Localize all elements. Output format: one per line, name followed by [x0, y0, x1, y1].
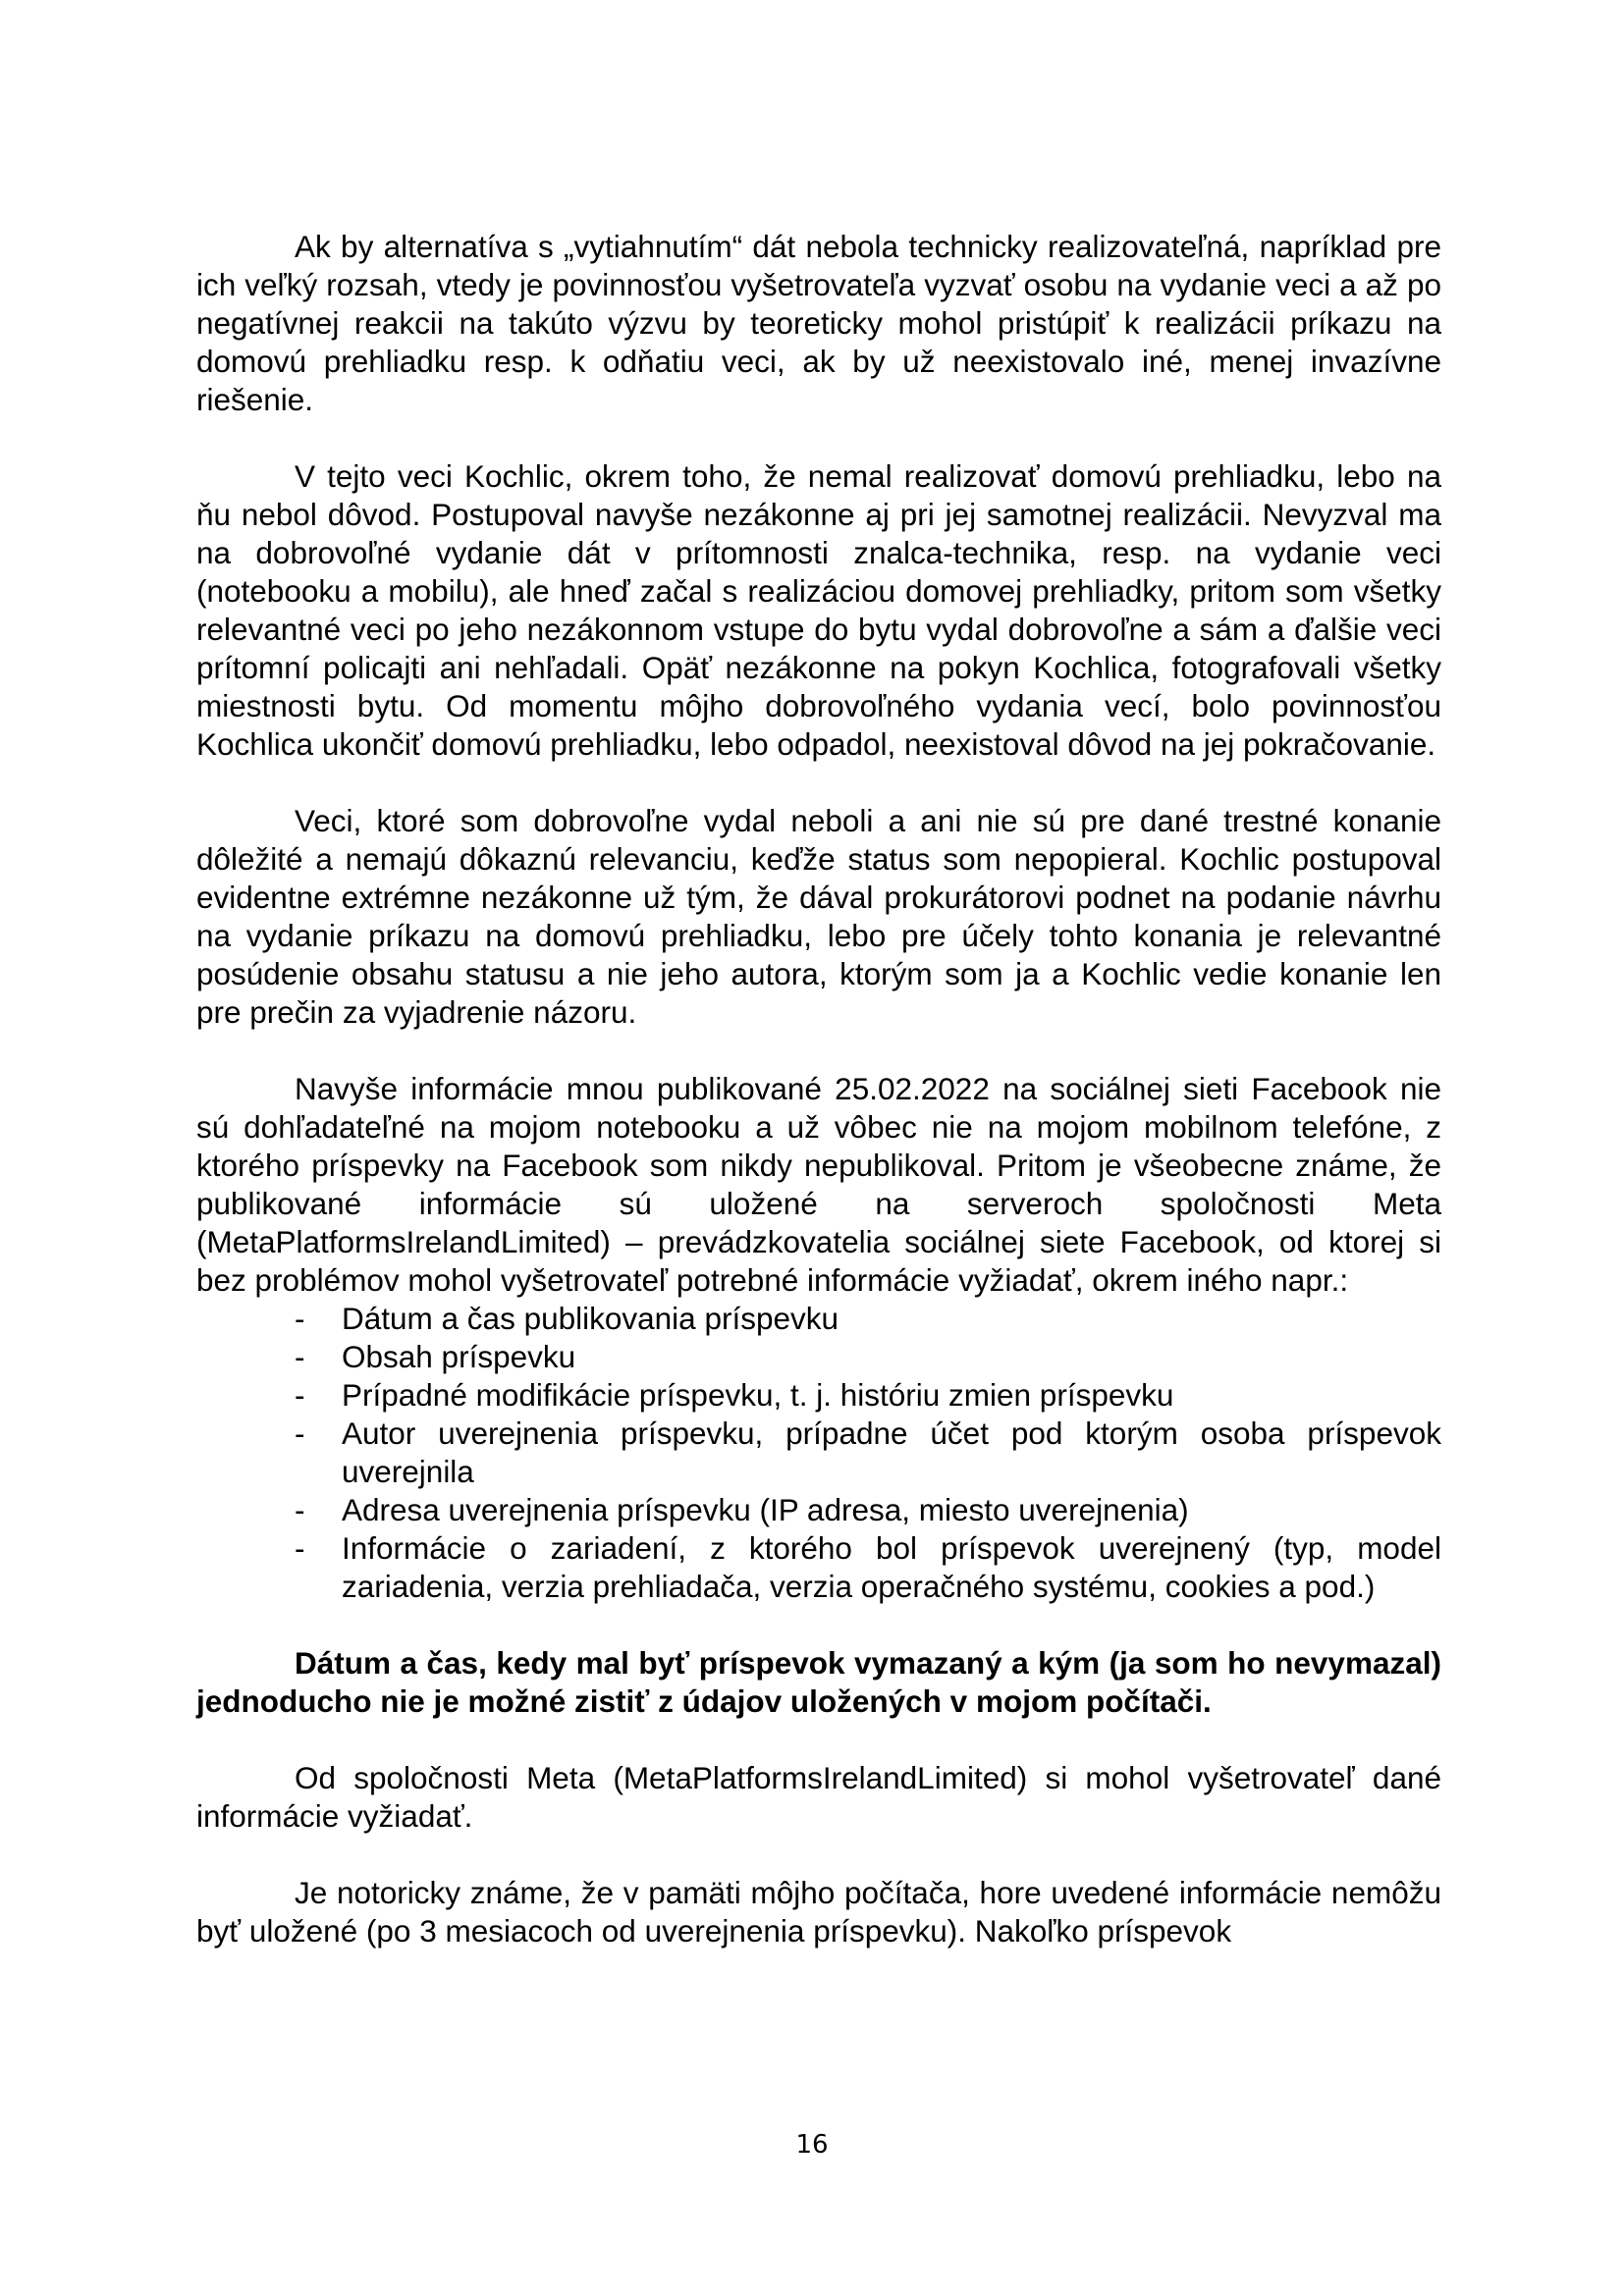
list-item: [295, 1529, 1441, 1606]
list-item-text: Obsah príspevku: [342, 1339, 576, 1374]
document-body: [196, 228, 1441, 1950]
list-item-text: Prípadné modifikácie príspevku, t. j. históriu zmien príspevku: [342, 1377, 1174, 1413]
list-item: [295, 1376, 1441, 1415]
list-item-text: Dátum a čas publikovania príspevku: [342, 1301, 839, 1336]
paragraph-computer-memory: Je notoricky známe, že v pamäti môjho počítača, hore uvedené informácie nemôžu byť uložené (po 3 mesiacoch od uverejnenia príspevku). Nakoľko príspevok: [196, 1875, 1441, 1949]
paragraph-voluntary-items: Veci, ktoré som dobrovoľne vydal neboli a ani nie sú pre dané trestné konanie dôležité a nemajú dôkaznú relevanciu, keďže status som nepopieral. Kochlic postupoval evidentne extrémne nezákonne už tým, že dával prokurátorovi podnet na podanie návrhu na vydanie príkazu na domovú prehliadku, lebo pre účely tohto konania je relevantné posúdenie obsahu statusu a nie jeho autora, ktorým som ja a Kochlic vedie konanie len pre prečin za vyjadrenie názoru.: [196, 803, 1441, 1030]
page-number: 16: [795, 2130, 829, 2160]
list-item: [295, 1338, 1441, 1376]
paragraph-facebook-information: Navyše informácie mnou publikované 25.02.2022 na sociálnej sieti Facebook nie sú dohľadateľné na mojom notebooku a už vôbec nie na mojom mobilnom telefóne, z ktorého príspevky na Facebook som nikdy nepublikoval. Pritom je všeobecne známe, že publikované informácie sú uložené na serveroch spoločnosti Meta (MetaPlatformsIrelandLimited) – prevádzkovatelia sociálnej siete Facebook, od ktorej si bez problémov mohol vyšetrovateľ potrebné informácie vyžiadať, okrem iného napr.:: [196, 1071, 1441, 1298]
paragraph-deletion-date-bold: Dátum a čas, kedy mal byť príspevok vymazaný a kým (ja som ho nevymazal) jednoducho nie je možné zistiť z údajov uložených v mojom počítači.: [196, 1645, 1441, 1719]
paragraph-meta-request: Od spoločnosti Meta (MetaPlatformsIrelandLimited) si mohol vyšetrovateľ dané informácie vyžiadať.: [196, 1760, 1441, 1834]
list-item: [295, 1415, 1441, 1491]
list-item-text: Adresa uverejnenia príspevku (IP adresa, miesto uverejnenia): [342, 1492, 1189, 1527]
list-dash: -: [295, 1530, 305, 1566]
list-dash: -: [295, 1339, 305, 1374]
list-item: [295, 1300, 1441, 1338]
list-item: [295, 1491, 1441, 1529]
list-dash: -: [295, 1415, 305, 1451]
paragraph-house-search: V tejto veci Kochlic, okrem toho, že nemal realizovať domovú prehliadku, lebo na ňu nebol dôvod. Postupoval navyše nezákonne aj pri jej samotnej realizácii. Nevyzval ma na dobrovoľné vydanie dát v prítomnosti znalca-technika, resp. na vydanie veci (notebooku a mobilu), ale hneď začal s realizáciou domovej prehliadky, pritom som všetky relevantné veci po jeho nezákonnom vstupe do bytu vydal dobrovoľne a sám a ďalšie veci prítomní policajti ani nehľadali. Opäť nezákonne na pokyn Kochlica, fotografovali všetky miestnosti bytu. Od momentu môjho dobrovoľného vydania vecí, bolo povinnosťou Kochlica ukončiť domovú prehliadku, lebo odpadol, neexistoval dôvod na jej pokračovanie.: [196, 458, 1441, 762]
list-dash: -: [295, 1377, 305, 1413]
list-dash: -: [295, 1301, 305, 1336]
list-dash: -: [295, 1492, 305, 1527]
paragraph-alternative-extraction: Ak by alternatíva s „vytiahnutím“ dát nebola technicky realizovateľná, napríklad pre ich veľký rozsah, vtedy je povinnosťou vyšetrovateľa vyzvať osobu na vydanie veci a až po negatívnej reakcii na takúto výzvu by teoreticky mohol pristúpiť k realizácii príkazu na domovú prehliadku resp. k odňatiu veci, ak by už neexistovalo iné, menej invazívne riešenie.: [196, 229, 1441, 417]
list-item-text: Autor uverejnenia príspevku, prípadne účet pod ktorým osoba príspevok uverejnila: [342, 1415, 1441, 1489]
requested-information-list: [196, 1300, 1441, 1606]
list-item-text: Informácie o zariadení, z ktorého bol príspevok uverejnený (typ, model zariadenia, verzia prehliadača, verzia operačného systému, cookies a pod.): [342, 1530, 1441, 1604]
